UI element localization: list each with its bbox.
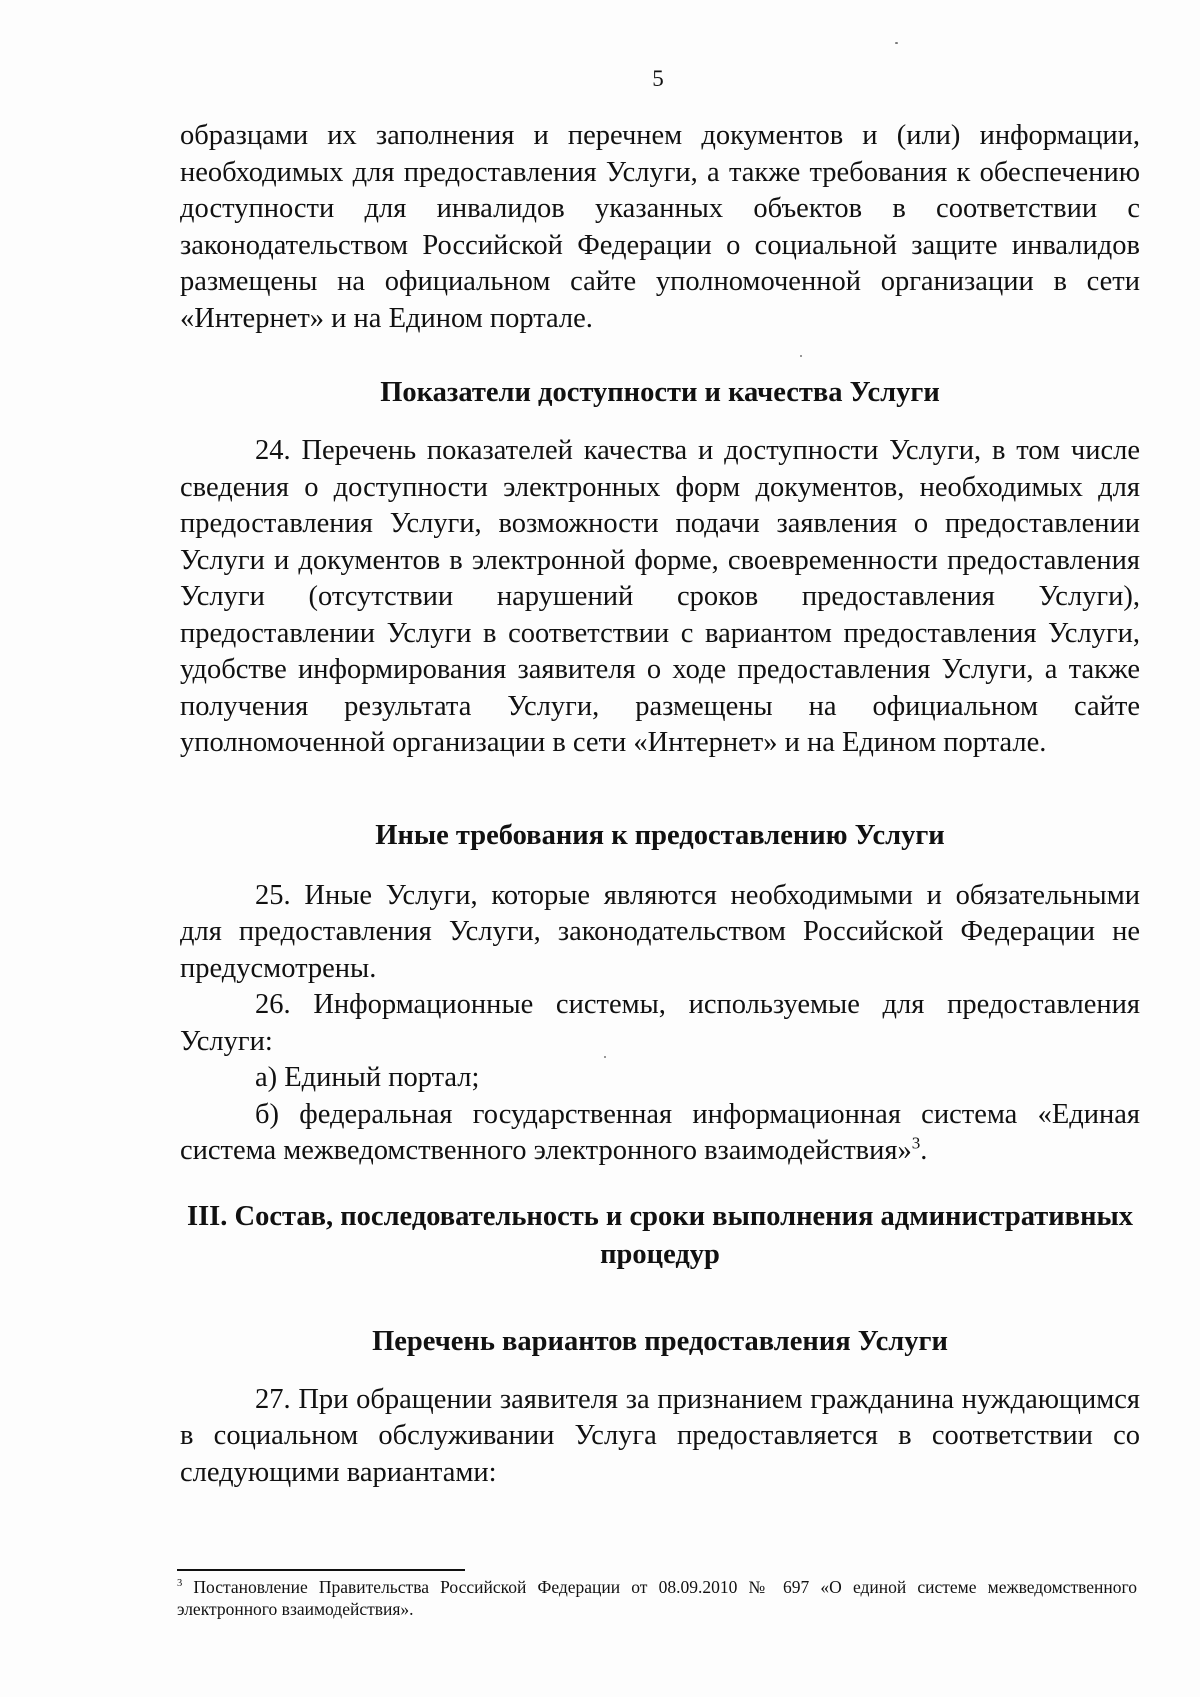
- scan-speck: [604, 1056, 606, 1058]
- paragraph-24: 24. Перечень показателей качества и доступности Услуги, в том числе сведения о доступности электронных форм документов, необходимых для предоставления Услуги, возможности подачи заявления о предоставлении Услуги и документов в электронной форме, своевременности предоставления Услуги (отсутствии нарушений сроков предоставления Услуги), предоставлении Услуги в соответствии с вариантом предоставления Услуги, удобстве информирования заявителя о ходе предоставления Услуги, а также получения результата Услуги, размещены на официальном сайте уполномоченной организации в сети «Интернет» и на Едином портале.: [180, 435, 1140, 758]
- paragraph-26b-text: б) федеральная государственная информационная система «Единая система межведомственного электронного взаимодействия»: [180, 1098, 1140, 1166]
- paragraph-25: 25. Иные Услуги, которые являются необходимыми и обязательными для предоставления Услуги, законодательством Российской Федерации не предусмотрены.: [180, 879, 1140, 984]
- paragraph-26a: а) Единый портал;: [255, 1062, 480, 1093]
- heading-other-requirements: Иные требования к предоставлению Услуги: [375, 819, 945, 851]
- intro-paragraph: образцами их заполнения и перечнем документов и (или) информации, необходимых для предоставления Услуги, а также требования к обеспечению доступности для инвалидов указанных объектов в соответствии с законодательством Российской Федерации о социальной защите инвалидов размещены на официальном сайте уполномоченной организации в сети «Интернет» и на Едином портале.: [180, 120, 1140, 334]
- scan-speck: [895, 42, 898, 44]
- paragraph-26b: [180, 1097, 1140, 1170]
- footnote-divider: [177, 1569, 465, 1571]
- paragraph-26: 26. Информационные системы, используемые для предоставления Услуги:: [180, 989, 1140, 1057]
- footnote-text: Постановление Правительства Российской Федерации от 08.09.2010 № 697 «О единой системе межведомственного электронного взаимодействия».: [177, 1577, 1137, 1619]
- scan-speck: [800, 355, 802, 357]
- footnote-reference: 3: [911, 1133, 921, 1153]
- page-content: [180, 118, 1140, 1491]
- chapter-heading-line2: процедур: [600, 1238, 720, 1270]
- chapter-heading-line1: III. Состав, последовательность и сроки выполнения административных: [187, 1200, 1133, 1232]
- heading-variants: Перечень вариантов предоставления Услуги: [372, 1325, 948, 1357]
- paragraph-26b-end: .: [920, 1135, 928, 1166]
- paragraph-27: 27. При обращении заявителя за признанием гражданина нуждающимся в социальном обслуживании Услуга предоставляется в соответствии со следующими вариантами:: [180, 1383, 1140, 1488]
- footnote: [177, 1576, 1137, 1620]
- page-number: 5: [652, 66, 664, 91]
- heading-quality: Показатели доступности и качества Услуги: [380, 377, 940, 408]
- chapter-heading: [180, 1198, 1140, 1274]
- footnote-marker: 3: [177, 1578, 183, 1590]
